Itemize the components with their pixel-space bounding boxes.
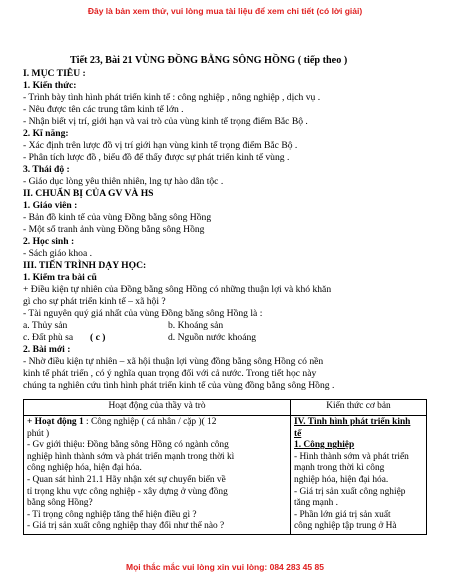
section-1-heading: I. MỤC TIÊU : [23, 68, 86, 79]
student-heading: 2. Học sinh : [23, 236, 75, 247]
mcq-stem: - Tài nguyên quý giá nhất của vùng Đồng bằng sông Hồng là : [23, 308, 263, 319]
knowledge-section-heading: IV. Tình hình phát triển kinh [294, 417, 411, 427]
knowledge-item: - Nêu được tên các trung tâm kinh tế lớn . [23, 104, 184, 115]
knowledge-section-heading: tế [294, 428, 302, 439]
knowledge-line: tăng mạnh . [294, 498, 339, 509]
attitude-heading: 3. Thái độ : [23, 164, 70, 175]
table-header-activities: Hoạt động của thầy và trò [24, 400, 291, 416]
activity-line: - Tỉ trọng công nghiệp tăng thể hiện điều gì ? [27, 509, 197, 520]
teacher-item: - Bản đồ kinh tế của vùng Đồng bằng sông Hồng [23, 212, 212, 223]
check-heading: 1. Kiểm tra bài cũ [23, 272, 97, 283]
preview-banner-top: Đây là bản xem thử, vui lòng mua tài liệu để xem chi tiết (có lời giải) [87, 6, 363, 16]
activity-line: - Quan sát hình 21.1 Hãy nhận xét sự chuyển biến về [27, 474, 226, 485]
student-item: - Sách giáo khoa . [23, 248, 93, 259]
activity-line: công nghiệp hóa, hiện đại hóa. [27, 463, 142, 474]
activity-table [23, 399, 427, 535]
option-c: c. Đất phù sa [23, 332, 74, 343]
section-2-heading: II. CHUẨN BỊ CỦA GV VÀ HS [23, 188, 154, 199]
table-row [24, 416, 427, 535]
skills-item: - Phân tích lược đồ , biểu đồ để thấy được sự phát triển kinh tế vùng . [23, 152, 290, 163]
knowledge-cell [291, 416, 427, 535]
answer-mark: ( c ) [90, 332, 106, 343]
activity-label-rest: : Công nghiệp ( cá nhân / cặp )( 12 [83, 417, 217, 427]
contact-banner-bottom: Mọi thắc mắc vui lòng xin vui lòng: 084 283 45 85 [126, 562, 324, 572]
teacher-heading: 1. Giáo viên : [23, 200, 78, 211]
option-b: b. Khoáng sản [168, 320, 224, 331]
activity-line: - Gv giới thiệu: Đồng bằng sông Hồng có ngành công [27, 440, 229, 451]
new-lesson-heading: 2. Bài mới : [23, 344, 71, 355]
section-3-heading: III. TIẾN TRÌNH DẠY HỌC: [23, 260, 147, 271]
knowledge-item: - Trình bày tình hình phát triển kinh tế : công nghiệp , nông nghiệp , dịch vụ . [23, 92, 321, 103]
intro-text: chúng ta nghiên cứu tình hình phát triển kinh tế của vùng đồng bằng sông Hồng . [23, 380, 335, 391]
knowledge-item: - Nhận biết vị trí, giới hạn và vai trò của vùng kinh tế trọng điểm Bắc Bộ . [23, 116, 308, 127]
table-header-knowledge: Kiến thức cơ bản [291, 400, 427, 416]
review-question: + Điều kiện tự nhiên của Đồng bằng sông Hồng có những thuận lợi và khó khăn [23, 284, 332, 295]
knowledge-heading: 1. Kiến thức: [23, 80, 77, 91]
review-question: gì cho sự phát triển kinh tế – xã hội ? [23, 296, 166, 307]
teacher-item: - Một số tranh ảnh vùng Đồng bằng sông Hồng [23, 224, 205, 235]
lesson-title: Tiết 23, Bài 21 VÙNG ĐỒNG BẰNG SÔNG HỒNG ( tiếp theo ) [70, 55, 348, 66]
intro-text: - Nhờ điều kiện tự nhiên – xã hội thuận lợi vùng đồng bằng sông Hồng có nền [23, 356, 324, 367]
option-a: a. Thủy sản [23, 320, 68, 331]
activity-line: - Giá trị sản xuất công nghiệp thay đổi như thế nào ? [27, 521, 225, 532]
activity-line: bằng sông Hồng? [27, 498, 93, 509]
activity-title-line [27, 417, 287, 429]
skills-heading: 2. Kĩ năng: [23, 128, 69, 139]
knowledge-line: - Hình thành sớm và phát triển [294, 451, 409, 462]
intro-text: kinh tế phát triển , có ý nghĩa quan trọng đối với cả nước. Trong tiết học này [23, 368, 317, 379]
skills-item: - Xác định trên lược đồ vị trí giới hạn vùng kinh tế trọng điểm Bắc Bộ . [23, 140, 298, 151]
activity-line: nghiệp hình thành sớm và phát triển mạnh trong thời kì [27, 451, 235, 462]
attitude-item: - Giáo dục lòng yêu thiên nhiên, lng tự hào dân tộc . [23, 176, 224, 187]
knowledge-line: - Giá trị sản xuất công nghiệp [294, 486, 406, 497]
activity-line: phút ) [27, 428, 50, 439]
knowledge-line: nghiệp hóa, hiện đại hóa. [294, 474, 389, 485]
activity-cell [24, 416, 291, 535]
knowledge-line: - Phần lớn giá trị sản xuất [294, 509, 391, 520]
activity-line: tỉ trọng khu vực công nghiệp - xây dựng ở vùng đồng [27, 486, 228, 497]
activity-label: + Hoạt động 1 [27, 417, 84, 427]
knowledge-line: công nghiệp tập trung ở Hà [294, 521, 397, 532]
option-d: d. Nguồn nước khoáng [168, 332, 257, 343]
knowledge-line: mạnh trong thời kì công [294, 463, 385, 474]
knowledge-subheading: 1. Công nghiệp [294, 440, 355, 451]
